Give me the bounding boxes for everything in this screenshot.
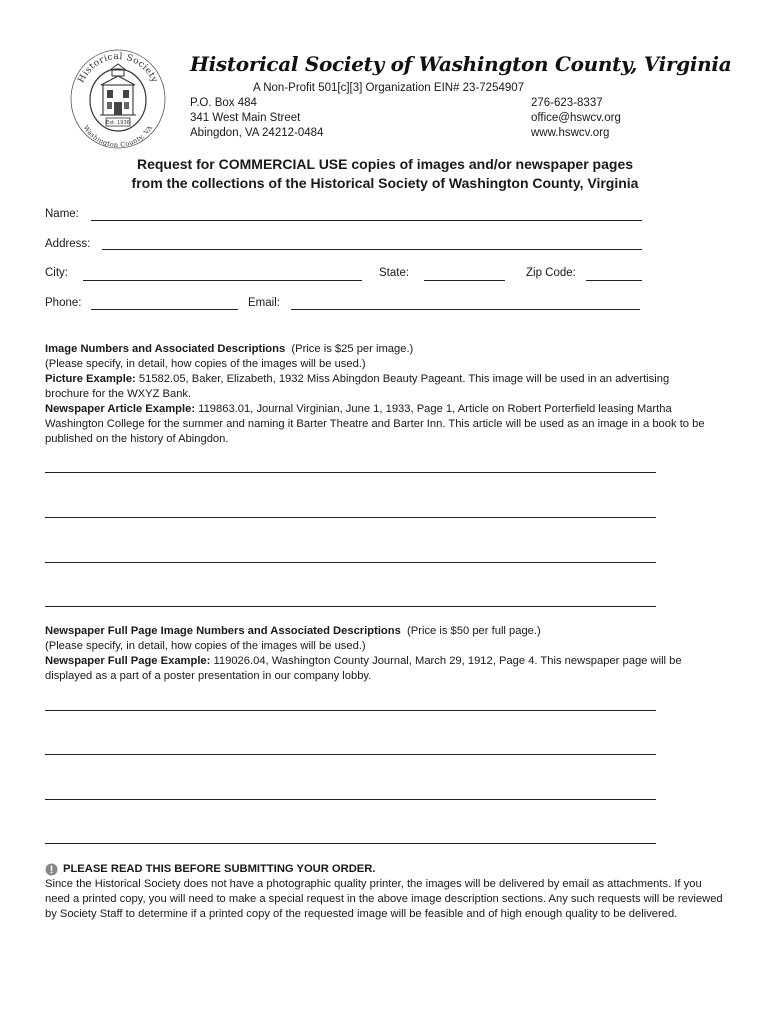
image-descriptions-section (45, 342, 725, 447)
address-label: Address: (45, 238, 91, 250)
address-line-1: P.O. Box 484 (190, 97, 257, 109)
picture-example-label: Picture Example: (45, 373, 136, 385)
zip-label: Zip Code: (526, 267, 576, 279)
notice-section (45, 862, 725, 922)
phone-label: Phone: (45, 297, 82, 309)
address-block (190, 96, 323, 141)
society-seal-logo (68, 45, 168, 149)
full-page-example-label: Newspaper Full Page Example: (45, 655, 211, 667)
full-page-description-line-1[interactable] (45, 710, 656, 711)
city-field[interactable] (83, 280, 362, 281)
full-page-descriptions-section (45, 624, 725, 684)
nonprofit-line: A Non-Profit 501[c][3] Organization EIN# 23-7254907 (253, 82, 525, 94)
address-line-3: Abingdon, VA 24212-0484 (190, 127, 324, 139)
section1-instructions: (Please specify, in detail, how copies of the images will be used.) (45, 358, 366, 370)
phone-number: 276-623-8337 (531, 97, 603, 109)
name-field[interactable] (91, 220, 642, 221)
section1-heading: Image Numbers and Associated Descriptions (45, 343, 286, 355)
zip-field[interactable] (586, 280, 642, 281)
seal-bottom-text: Washington County, VA (81, 123, 155, 149)
article-example-label: Newspaper Article Example: (45, 403, 196, 415)
state-field[interactable] (424, 280, 505, 281)
request-title-line-1: Request for COMMERCIAL USE copies of images and/or newspaper pages (136, 156, 634, 172)
address-field[interactable] (102, 249, 642, 250)
phone-field[interactable] (91, 309, 238, 310)
seal-top-text: Historical Society (76, 51, 160, 85)
email-address: office@hswcv.org (531, 112, 621, 124)
contact-block (531, 96, 621, 141)
image-description-line-4[interactable] (45, 606, 656, 607)
section1-price: (Price is $25 per image.) (291, 343, 414, 355)
image-description-line-3[interactable] (45, 562, 656, 563)
state-label: State: (379, 267, 410, 279)
section2-instructions: (Please specify, in detail, how copies of the images will be used.) (45, 640, 366, 652)
section2-heading: Newspaper Full Page Image Numbers and Associated Descriptions (45, 625, 401, 637)
picture-example-text: 51582.05, Baker, Elizabeth, 1932 Miss Abingdon Beauty Pageant. This image will be used in an advertising brochure for the WXYZ Bank. (45, 373, 670, 400)
section2-price: (Price is $50 per full page.) (407, 625, 541, 637)
name-label: Name: (45, 208, 79, 220)
article-example-text: 119863.01, Journal Virginian, June 1, 1933, Page 1, Article on Robert Porterfield leasing Martha Washington College for the summer and naming it Barter Theatre and Barter Inn. This article will be used as an image in a book to be published on the history of Abingdon. (45, 403, 705, 445)
image-description-line-2[interactable] (45, 517, 656, 518)
svg-text:Washington County, VA (82, 124, 154, 149)
full-page-example-text: 119026.04, Washington County Journal, March 29, 1912, Page 4. This newspaper page will be displayed as a part of a poster presentation in our company lobby. (45, 655, 682, 682)
notice-heading: PLEASE READ THIS BEFORE SUBMITTING YOUR ORDER. (63, 863, 376, 875)
organization-name: Historical Society of Washington County, Virginia (190, 52, 732, 76)
full-page-description-line-3[interactable] (45, 799, 656, 800)
info-icon (45, 863, 58, 876)
image-description-line-1[interactable] (45, 472, 656, 473)
full-page-description-line-4[interactable] (45, 843, 656, 844)
request-title-line-2: from the collections of the Historical Society of Washington County, Virginia (131, 175, 639, 191)
seal-est-text: Est. 1936 (106, 120, 130, 126)
website: www.hswcv.org (531, 127, 610, 139)
email-label: Email: (248, 297, 280, 309)
notice-text: Since the Historical Society does not have a photographic quality printer, the images will be delivered by email as attachments. If you need a printed copy, you will need to make a special request in the above image description sections. Any such requests will be reviewed by Society Staff to determine if a printed copy of the requested image will be feasible and of high enough quality to be delivered. (45, 878, 723, 920)
address-line-2: 341 West Main Street (190, 112, 301, 124)
email-field[interactable] (291, 309, 640, 310)
full-page-description-line-2[interactable] (45, 754, 656, 755)
city-label: City: (45, 267, 68, 279)
